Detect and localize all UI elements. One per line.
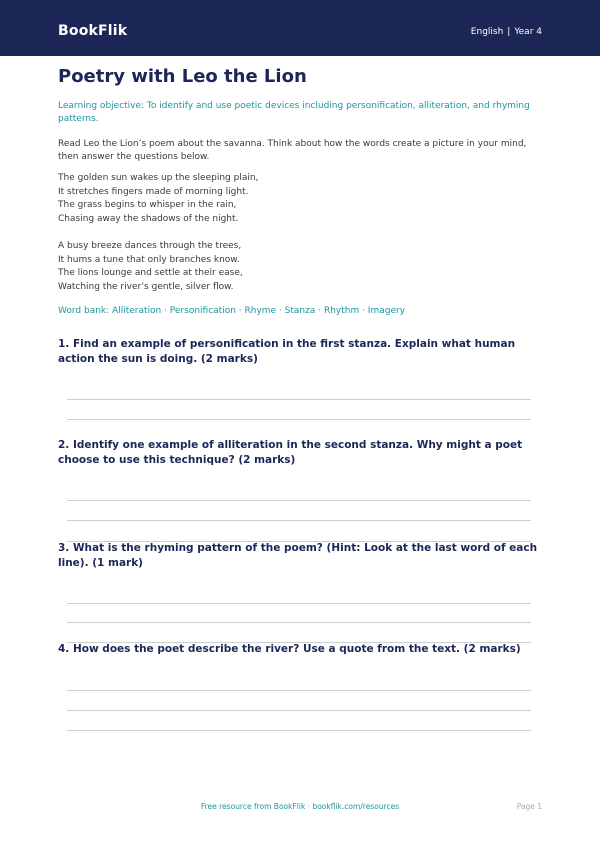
- answer-line[interactable]: [67, 730, 531, 731]
- subject-year: [471, 27, 542, 37]
- question-2: 2. Identify one example of alliteration in the second stanza. Why might a poet choose to use this technique? (2 marks): [58, 439, 523, 466]
- poem-line: The lions lounge and settle at their ease,: [58, 268, 243, 278]
- footer-credit: Free resource from BookFlik · bookflik.com/resources: [200, 802, 400, 811]
- answer-line[interactable]: [67, 690, 531, 691]
- header-bar: [0, 0, 600, 56]
- page-number: Page 1: [516, 802, 542, 811]
- answer-line[interactable]: [67, 500, 531, 501]
- poem-line: It hums a tune that only branches know.: [58, 254, 240, 265]
- answer-line[interactable]: [67, 419, 531, 420]
- subject-label: English: [470, 27, 504, 37]
- poem-stanza-2: [58, 240, 544, 294]
- poem-line: Watching the river’s gentle, silver flow.: [58, 281, 234, 292]
- poem-line: The grass begins to whisper in the rain,: [58, 200, 237, 210]
- poem-line: Chasing away the shadows of the night.: [58, 213, 239, 224]
- answer-line[interactable]: [67, 622, 531, 623]
- word-bank: Word bank: Alliteration · Personification · Rhyme · Stanza · Rhythm · Imagery: [58, 306, 406, 316]
- question-3: 3. What is the rhyming pattern of the poem? (Hint: Look at the last word of each line). (1 mark): [58, 542, 538, 569]
- answer-line[interactable]: [67, 399, 531, 400]
- separator: |: [507, 27, 511, 37]
- page-title: Poetry with Leo the Lion: [58, 66, 307, 87]
- poem-stanza-1: [58, 172, 544, 226]
- poem-line: A busy breeze dances through the trees,: [58, 241, 242, 251]
- learning-objective: Learning objective: To identify and use poetic devices including personification, alliteration, and rhyming patterns.: [58, 101, 530, 124]
- poem-line: The golden sun wakes up the sleeping plain,: [58, 173, 259, 183]
- brand-logo: BookFlik: [58, 23, 128, 39]
- answer-line[interactable]: [67, 710, 531, 711]
- answer-line[interactable]: [67, 603, 531, 604]
- question-4: 4. How does the poet describe the river? Use a quote from the text. (2 marks): [58, 643, 521, 655]
- year-label: Year 4: [514, 27, 542, 37]
- poem-line: It stretches fingers made of morning light.: [58, 186, 249, 197]
- answer-line[interactable]: [67, 520, 531, 521]
- question-1: 1. Find an example of personification in the first stanza. Explain what human action the sun is doing. (2 marks): [58, 338, 516, 365]
- intro-text: Read Leo the Lion’s poem about the savanna. Think about how the words create a picture in your mind, then answer the questions below.: [58, 139, 527, 162]
